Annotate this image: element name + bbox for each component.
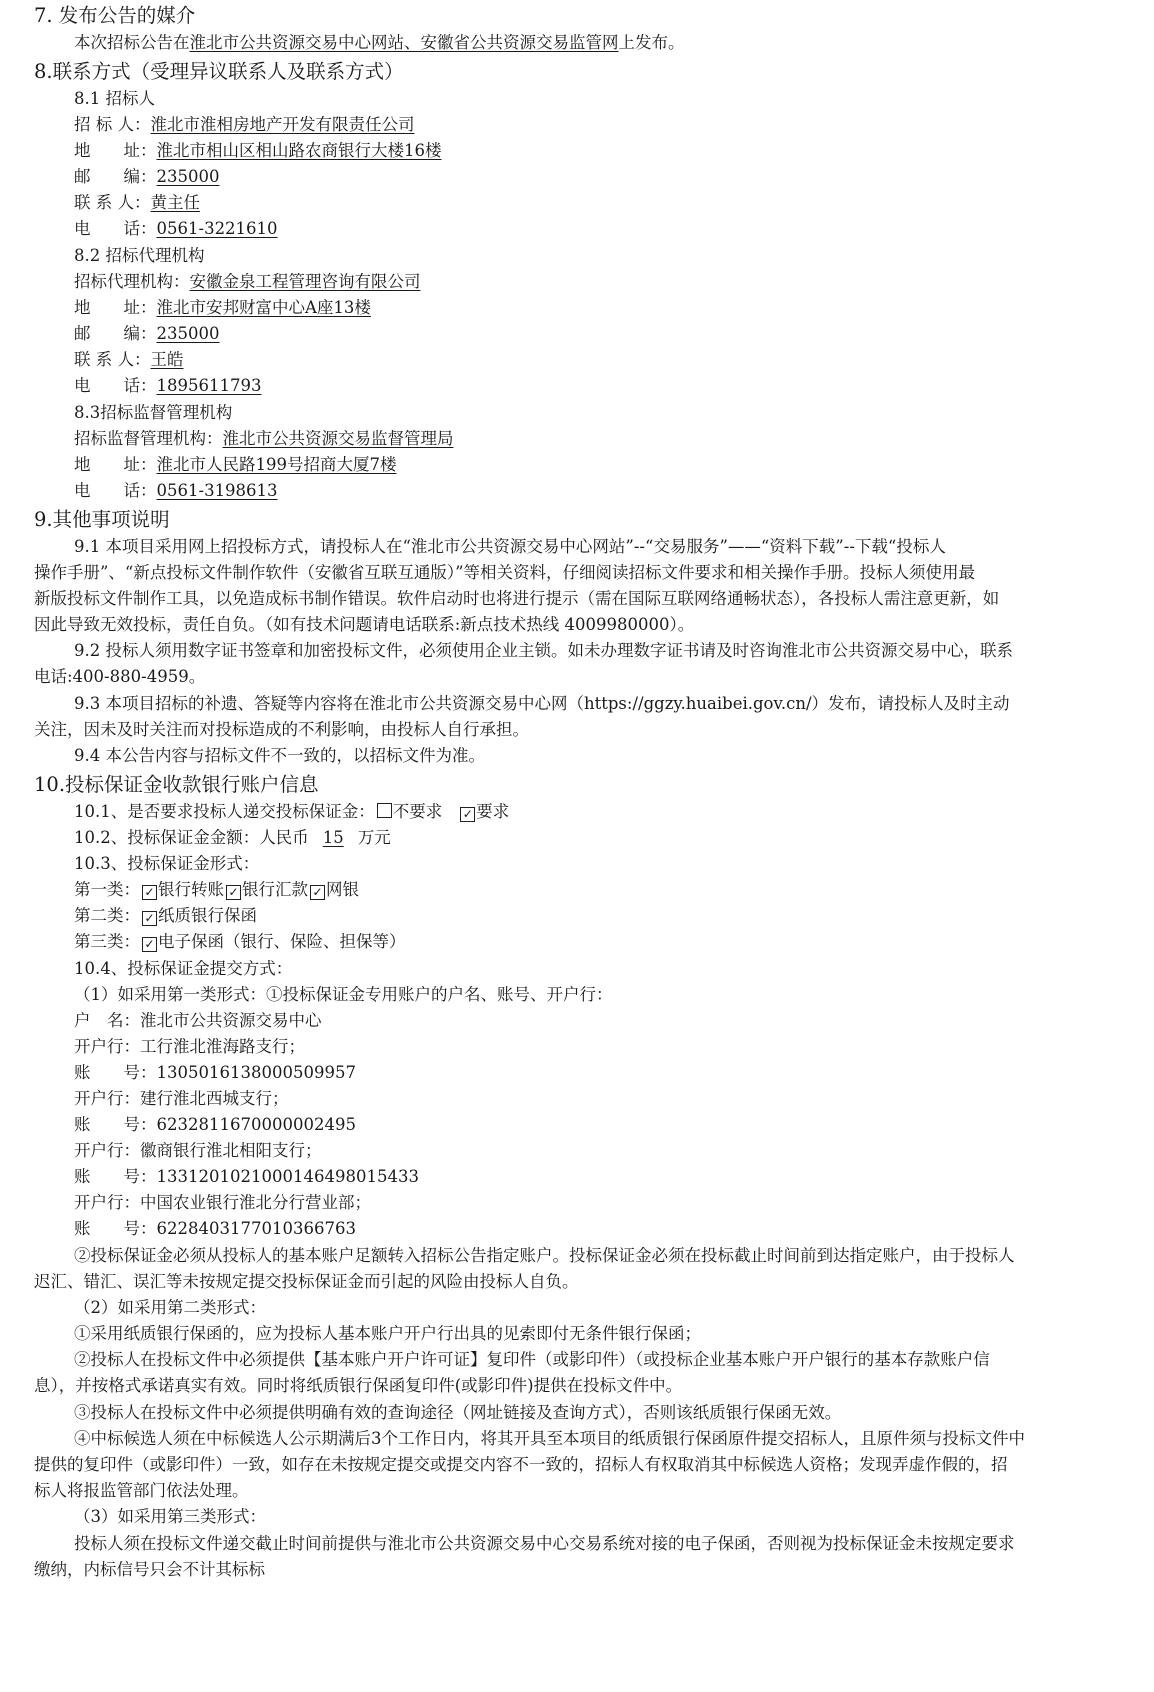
account-name: 淮北市公共资源交易中心 [140,1011,322,1030]
label: 账 号： [74,1115,157,1134]
account-number: 1331201021000146498015433 [156,1167,419,1186]
agency-name-row [74,271,421,293]
para-9-2-line: 电话:400-880-4959。 [34,667,206,686]
tenderer-phone-row [74,218,278,240]
option: 纸质银行保函 [158,906,257,925]
para-9-3-line: 9.3 本项目招标的补遗、答疑等内容将在淮北市公共资源交易中心网（https://ggzy.huaibei.gov.cn/）发布，请投标人及时主动 [74,694,1010,713]
tenderer-contact: 黄主任 [150,193,200,212]
label: 户 名： [74,1011,140,1030]
para-9-1-line: 操作手册”、“新点投标文件制作软件（安徽省互联互通版）”等相关资料，仔细阅读招标文件要求和相关操作手册。投标人须使用最 [34,563,976,582]
bank-row [74,1036,305,1058]
bank-name: 建行淮北西城支行； [140,1089,289,1108]
deposit-amount: 15 [322,828,344,847]
agency-phone-row [74,375,261,397]
agency-postcode: 235000 [156,324,220,343]
deposit-amount-row [74,827,391,849]
section-10-heading: 10.投标保证金收款银行账户信息 [34,773,319,796]
account-number: 6228403177010366763 [156,1219,356,1238]
bank-name: 中国农业银行淮北分行营业部； [140,1193,371,1212]
option-required: 要求 [476,802,510,821]
label: 账 号： [74,1063,157,1082]
label: 开户行： [74,1037,140,1056]
checkbox-bank-transfer[interactable]: ✓ [142,885,157,900]
para-9-1-line: 因此导致无效投标，责任自负。（如有技术问题请电话联系:新点技术热线 4009980000）。 [34,615,695,634]
account-number: 6232811670000002495 [156,1115,356,1134]
form-class-3-row [74,931,406,953]
guarantee-item-2-line: ②投标人在投标文件中必须提供【基本账户开户许可证】复印件（或影印件）（或投标企业基本账户开户银行的基本存款账户信 [74,1350,990,1369]
supervisor-name: 淮北市公共资源交易监督管理局 [222,429,454,448]
option: 银行汇款 [242,880,308,899]
option: 网银 [326,880,359,899]
tenderer-name: 淮北市淮相房地产开发有限责任公司 [150,115,415,134]
bank-row [74,1140,322,1162]
para-9-4: 9.4 本公告内容与招标文件不一致的，以招标文件为准。 [74,746,485,765]
label: 邮 编： [74,324,157,343]
agency-address: 淮北市安邦财富中心A座13楼 [156,298,371,317]
type-2-title: （2）如采用第二类形式： [74,1298,266,1317]
supervisor-title: 8.3招标监督管理机构 [74,403,233,422]
deposit-form-title: 10.3、投标保证金形式： [74,854,260,873]
checkbox-bank-remittance[interactable]: ✓ [226,885,241,900]
label: 第三类： [74,932,140,951]
option: 银行转账 [158,880,224,899]
label: 地 址： [74,455,157,474]
supervisor-name-row [74,428,454,450]
agency-contact-row [74,349,184,371]
label: 10.1、是否要求投标人递交投标保证金： [74,802,375,821]
tenderer-contact-row [74,192,200,214]
tenderer-address-row [74,140,442,162]
label: 联 系 人： [74,193,151,212]
checkbox-online-banking[interactable]: ✓ [310,885,325,900]
account-name-row [74,1010,322,1032]
label: 招标代理机构： [74,272,190,291]
label: 联 系 人： [74,350,151,369]
label: 电 话： [74,481,157,500]
label: 账 号： [74,1219,157,1238]
account-row [74,1114,356,1136]
account-row [74,1218,356,1240]
bank-row [74,1088,289,1110]
tenderer-title: 8.1 招标人 [74,89,155,108]
agency-name: 安徽金泉工程管理咨询有限公司 [189,272,421,291]
tenderer-postcode: 235000 [156,167,220,186]
option-not-required: 不要求 [392,802,443,821]
label: 电 话： [74,376,157,395]
label: 开户行： [74,1089,140,1108]
para-9-1-line: 新版投标文件制作工具，以免造成标书制作错误。软件启动时也将进行提示（需在国际互联网络通畅状态），各投标人需注意更新，如 [34,589,1000,608]
label: 地 址： [74,298,157,317]
agency-title: 8.2 招标代理机构 [74,246,205,265]
section-7-heading: 7. 发布公告的媒介 [34,4,196,27]
label: 招 标 人： [74,115,151,134]
agency-contact: 王皓 [150,350,184,369]
label: 第二类： [74,906,140,925]
tenderer-address: 淮北市相山区相山路农商银行大楼16楼 [156,141,442,160]
tenderer-phone: 0561-3221610 [156,219,278,238]
account-number: 1305016138000509957 [156,1063,356,1082]
agency-address-row [74,297,371,319]
text: 上发布。 [618,33,685,52]
checkbox-paper-guarantee[interactable]: ✓ [142,911,157,926]
section-8-heading: 8.联系方式（受理异议联系人及联系方式） [34,60,404,83]
guarantee-item-4-line: 标人将报监管部门依法处理。 [34,1481,249,1500]
tenderer-name-row [74,114,415,136]
checkbox-not-required[interactable] [377,803,392,818]
guarantee-item-2-line: 息），并按格式承诺真实有效。同时将纸质银行保函复印件(或影印件)提供在投标文件中。 [34,1376,683,1395]
account-row [74,1166,419,1188]
deposit-required-row [74,801,509,823]
bank-name: 徽商银行淮北相阳支行； [140,1141,322,1160]
para-9-3-line: 关注，因未及时关注而对投标造成的不利影响，由投标人自行承担。 [34,720,529,739]
bank-row [74,1192,371,1214]
supervisor-address-row [74,454,397,476]
checkbox-required[interactable]: ✓ [460,807,475,822]
media-sites: 淮北市公共资源交易中心网站、安徽省公共资源交易监管网 [189,33,619,52]
label: 账 号： [74,1167,157,1186]
label: 邮 编： [74,167,157,186]
account-row [74,1062,356,1084]
label: 招标监督管理机构： [74,429,223,448]
supervisor-phone: 0561-3198613 [156,481,278,500]
unit: 万元 [357,828,391,847]
submission-title: 10.4、投标保证金提交方式： [74,959,293,978]
label: 第一类： [74,880,140,899]
para-9-1-line: 9.1 本项目采用网上招投标方式，请投标人在“淮北市公共资源交易中心网站”--“交易服务”——“资料下载”--下载“投标人 [74,537,946,556]
e-guarantee-line: 投标人须在投标文件递交截止时间前提供与淮北市公共资源交易中心交易系统对接的电子保函，否则视为投标保证金未按规定要求 [74,1534,1015,1553]
section-9-heading: 9.其他事项说明 [34,508,170,531]
guarantee-item-3: ③投标人在投标文件中必须提供明确有效的查询途径（网址链接及查询方式），否则该纸质银行保函无效。 [74,1403,842,1422]
guarantee-item-1: ①采用纸质银行保函的，应为投标人基本账户开户行出具的见索即付无条件银行保函； [74,1324,701,1343]
para-9-2-line: 9.2 投标人须用数字证书签章和加密投标文件，必须使用企业主锁。如未办理数字证书请及时咨询淮北市公共资源交易中心，联系 [74,641,1013,660]
section-7-line [74,32,685,54]
note-2-line: ②投标保证金必须从投标人的基本账户足额转入招标公告指定账户。投标保证金必须在投标截止时间前到达指定账户，由于投标人 [74,1246,1015,1265]
text: 本次招标公告在 [74,33,190,52]
label: 电 话： [74,219,157,238]
type-1-title: （1）如采用第一类形式：①投标保证金专用账户的户名、账号、开户行： [74,985,613,1004]
form-class-2-row [74,905,257,927]
supervisor-phone-row [74,480,278,502]
label: 开户行： [74,1141,140,1160]
agency-phone: 1895611793 [156,376,262,395]
e-guarantee-line: 缴纳，内标信号只会不计其标标 [34,1560,265,1579]
tenderer-postcode-row [74,166,220,188]
label: 开户行： [74,1193,140,1212]
option: 电子保函（银行、保险、担保等） [158,932,406,951]
label: 10.2、投标保证金金额：人民币 [74,828,309,847]
note-2-line: 迟汇、错汇、误汇等未按规定提交投标保证金而引起的风险由投标人自负。 [34,1272,579,1291]
bank-name: 工行淮北淮海路支行； [140,1037,305,1056]
guarantee-item-4-line: 提供的复印件（或影印件）一致，如存在未按规定提交或提交内容不一致的，招标人有权取消其中标候选人资格；发现弄虚作假的，招 [34,1455,1008,1474]
agency-postcode-row [74,323,220,345]
label: 地 址： [74,141,157,160]
form-class-1-row [74,879,359,901]
type-3-title: （3）如采用第三类形式： [74,1507,266,1526]
supervisor-address: 淮北市人民路199号招商大厦7楼 [156,455,397,474]
guarantee-item-4-line: ④中标候选人须在中标候选人公示期满后3个工作日内，将其开具至本项目的纸质银行保函原件提交招标人，且原件须与投标文件中 [74,1429,1025,1448]
checkbox-e-guarantee[interactable]: ✓ [142,937,157,952]
